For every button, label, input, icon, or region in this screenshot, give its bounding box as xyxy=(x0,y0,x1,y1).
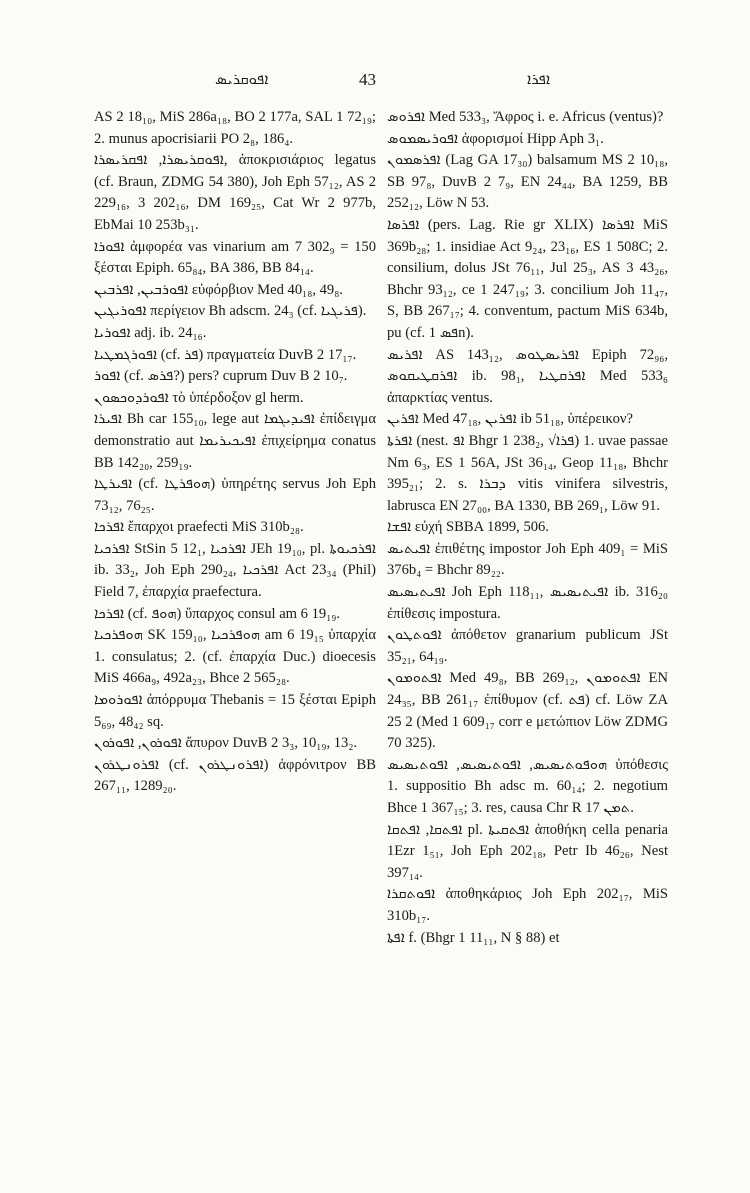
entry: ܐܦܘܪܓܡܛܝܐ (cf. ܦܪ) πραγματεία DuvB 2 17₁₇. xyxy=(94,346,357,363)
entry: ܐܦܬܐ f. (Bhgr 1 11₁₁, N § 88) et xyxy=(387,929,560,946)
entry: ܐܦܪܝܢ Med 47₁₈, ܐܦܪܝܢ ib 51₁₈, ὑπέρεικον? xyxy=(387,411,633,428)
entry: ܐܦܘܪ (cf. ܦܪܣ?) pers? cuprum Duv B 2 10₇. xyxy=(94,368,348,385)
entry: ܐܦܪܟܝܐ StSin 5 12₁, ܐܦܪܟܝܐ JEh 19₁₀, pl. ܐܦܪܟܝܘܬܐ ib. 33₂, Joh Eph 290₂₄, ܐܦܪܟܝܐ Act 23₃₄ (Phil) Field 7, ἐπαρχία praefectura. xyxy=(94,540,376,601)
entry: ܐܦܘܪܝܣܡܘܣ ἀφορισμοί Hipp Aph 3₁. xyxy=(387,130,604,147)
entry: ܗܘܦܪܟܝܐ SK 159₁₀, ܗܘܦܪܟܝܐ am 6 19₁₅ ὑπαρχία 1. consulatus; 2. (cf. ἐπαρχία Duc.) dioecesis MiS 466a₉, 492a₂₃, Bhce 2 565₂₈. xyxy=(94,627,377,687)
running-head-left: ܐܦܘܩܪܝܣ xyxy=(215,70,269,88)
entry: ܐܦܘܪܝܐ adj. ib. 24₁₆. xyxy=(94,324,207,341)
entry: ܐܦܬܘܡܘܢ Med 49₈, BB 269₁₂, ܐܦܬܘܡܘܢ EN 24₃₅, BB 261₁₇ ἐπίθυμον (cf. ܦܬ) cf. Löw ZA 25 2 (Med 1 609₁₇ corr e μετώπιον Löw ZDMG 70 325). xyxy=(387,670,669,752)
running-head-right: ܐܦܪܐ xyxy=(527,70,551,88)
entry: ܐܦܪܘܣ Med 533₃, Ἄφρος i. e. Africus (ventus)? xyxy=(387,109,664,125)
entry: ܐܦܪܟܐ ἔπαρχοι praefecti MiS 310b₂₈. xyxy=(94,519,304,536)
entry: ܐܦܪܘܢܛܪܘܢ (cf. ܐܦܪܘܢܛܪܘܢ) ἀφρόνιτρον BB 267₁₁, 1289₂₀. xyxy=(94,756,376,795)
entry: ܐܦܝܪܐ Bh car 155₁₀, lege aut ܐܦܝܕܝܓܡܐ ἐπίδειγμα demonstratio aut ܐܦܝܟܝܪܝܡܐ ἐπιχείρημα conatus BB 142₂₀, 259₁₉. xyxy=(94,411,377,471)
entry: ܐܦܘܬܩܪܐ ἀποθηκάριος Joh Eph 202₁₇, MiS 310b₁₇. xyxy=(387,886,668,924)
entry: ܐܦܘܪܘܡܐ ἀπόρρυμα Thebanis = 15 ξέσται Epiph 5₆₉, 48₄₂ sq. xyxy=(94,692,376,730)
entry: ܐܦܝܪܛܐ (cf. ܗܘܦܪܛܐ) ὑπηρέτης servus Joh Eph 73₁₂, 76₂₅. xyxy=(94,476,376,514)
entry: AS 2 18₁₀, MiS 286a₁₈, BO 2 177a, SAL 1 72₁₉; 2. munus apocrisiarii PO 2₈, 186₄. xyxy=(94,109,376,147)
entry: ܐܦܫܐ εὐχή SBBA 1899, 506. xyxy=(387,519,549,536)
entry: ܐܦܘܪܕܘܟܣܘܢ τὸ ὑπέρδοξον gl herm. xyxy=(94,389,304,406)
entry: ܐܦܘܬܛܘܢ ἀπόθετον granarium publicum JSt 35₂₁, 64₁₉. xyxy=(387,627,668,665)
right-column xyxy=(387,107,668,949)
entry: ܐܦܪܣܐ (pers. Lag. Rie gr XLIX) ܐܦܪܣܐ MiS 369b₂₈; 1. insidiae Act 9₂₄, 23₁₆, ES 1 508C; 2. consilium, dolus JSt 76₁₁, Jul 25₃, AS 3 43₂₆, Bhchr 93₁₂, ce 1 247₁₉; 3. concilium Joh 11₄₇, S, BB 267₁₇; 4. conventum, pactum MiS 634b, pu (cf. ܦܣ 1n). xyxy=(387,216,669,341)
page-number: 43 xyxy=(359,70,376,89)
entry: ܐܦܘܪܐ ἀμφορέα vas vinarium am 7 302₉ = 150 ξέσται Epiph. 65₈₄, BA 386, BB 84₁₄. xyxy=(94,238,376,277)
entry: ܐܦܝܬܝܣ ἐπιθέτης impostor Joh Eph 409₁ = MiS 376b₄ = Bhchr 89₂₂. xyxy=(387,540,668,579)
entry: ܐܦܝܬܝܣܝܣ Joh Eph 118₁₁, ܐܦܝܬܝܣܝܣ ib. 316₂₀ ἐπίθεσις impostura. xyxy=(387,584,668,622)
entry: ܐܦܪܝܣ AS 143₁₂, ܐܦܪܝܣܛܘܣ Epiph 72₉₆, ܐܦܪܩܛܝܩܘܣ ib. 98₁, ܐܦܪܩܛܝܐ Med 533₆ ἀπαρκτίας ventus. xyxy=(387,346,669,406)
entry: ܐܦܪܟܐ (cf. ܗܘܦ) ὕπαρχος consul am 6 19₁₉. xyxy=(94,605,341,622)
entry: ܐܦܘܪܒܝܢ, ܐܦܪܒܝܢ εὐφόρβιον Med 40₁₈, 49₈. xyxy=(94,281,343,298)
entry: ܐܦܘܪܘܢ, ܐܦܘܪܘܢ ἄπυρον DuvB 2 3₃, 10₁₉, 13₂. xyxy=(94,735,358,752)
page-header xyxy=(0,70,750,96)
entry: ܐܦܪܣܡܘܢ (Lag GA 17₃₀) balsamum MS 2 10₁₈, SB 97₈, DuvB 2 7₉, EN 24₄₄, BA 1259, BB 252₁₂, Löw N 53. xyxy=(387,152,668,212)
entry: ܗܘܦܘܬܝܣܝܣ, ܐܦܘܬܝܣܝܣ, ܐܦܘܬܝܣܝܣ ὑπόθεσις 1. suppositio Bh adsc m. 60₁₄; 2. negotium Bhce 1 367₁₅; 3. res, causa Chr R ܬܡܢ 17. xyxy=(387,756,669,816)
entry: ܐܦܘܩܪܝܣܪܐ, ܐܦܩܪܝܣܪܐ, ἀποκρισιάριος legatus (cf. Braun, ZDMG 54 380), Joh Eph 57₁₂, AS 2 229₁₆, 3 202₁₆, DM 169₂₅, Cat Wr 2 977b, EbMai 10 253b₃₁. xyxy=(94,152,376,233)
left-column xyxy=(94,107,376,798)
entry: ܐܦܘܪܝܓܝܢ περίγειον Bh adscm. 24₃ (cf. ܦܪܝܓܝܐ). xyxy=(94,303,367,320)
entry: ܐܦܬܩܐ, ܐܦܬܩܐ pl. ܐܦܬܩܝܬܐ ἀποθήκη cella penaria 1Ezr 1₅₁, Joh Eph 202₁₈, Petr Ib 46₂₆, Nest 397₁₄. xyxy=(387,821,669,881)
entry: ܐܦܪܬܐ (nest. ܐܦ Bhgr 1 238₂, √ܦܪܐ) 1. uvae passae Nm 6₃, ES 1 56A, JSt 36₁₄, Geop 11₁₈, Bhchr 395₂₁; 2. s. ܕܒܪܐ vitis vinifera silvestris, labrusca EN 27₀₀, BA 1330, BB 269₁, Löw 91. xyxy=(387,432,668,514)
